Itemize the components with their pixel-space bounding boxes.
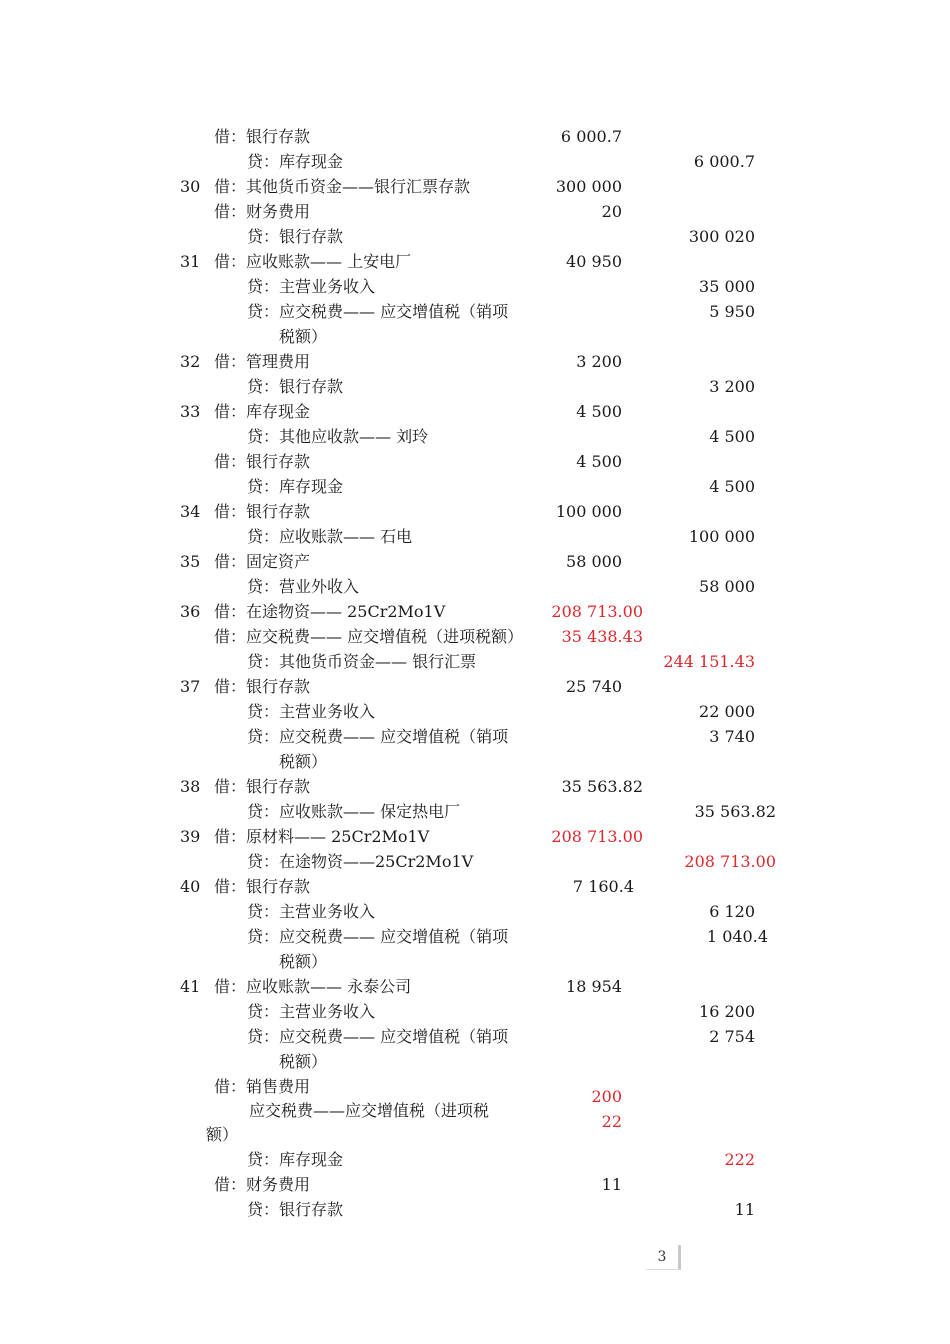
credit-amount: 4 500 xyxy=(709,427,755,446)
credit-amount: 35 563.82 xyxy=(694,802,776,821)
entry-line xyxy=(0,624,950,649)
debit-amount: 25 740 xyxy=(566,677,622,696)
entry-line xyxy=(0,849,950,874)
entry-line xyxy=(0,174,950,199)
entry-line xyxy=(0,449,950,474)
entry-line xyxy=(0,874,950,899)
debit-amount: 11 xyxy=(601,1175,622,1194)
credit-amount: 4 500 xyxy=(709,477,755,496)
entry-description: 借：原材料—— 25Cr2Mo1V xyxy=(214,827,430,846)
entry-description: 借：应收账款—— 上安电厂 xyxy=(214,252,412,271)
entry-number: 33 xyxy=(180,402,201,421)
credit-amount-highlighted: 208 713.00 xyxy=(684,852,776,871)
credit-amount: 2 754 xyxy=(709,1027,755,1046)
entry-line xyxy=(0,1147,950,1172)
entry-description: 借：银行存款 xyxy=(214,777,311,796)
entry-description: 贷：银行存款 xyxy=(247,377,344,396)
entry-line xyxy=(0,1122,950,1147)
debit-amount-highlighted: 35 438.43 xyxy=(561,627,643,646)
entry-description-continued: 税额） xyxy=(279,327,328,346)
entry-description: 借：银行存款 xyxy=(214,502,311,521)
entry-line xyxy=(0,474,950,499)
entry-description: 贷：银行存款 xyxy=(247,1200,344,1219)
entry-description: 贷：库存现金 xyxy=(247,477,344,496)
entry-description: 借：银行存款 xyxy=(214,127,311,146)
entry-number: 37 xyxy=(180,677,201,696)
entry-description: 贷：库存现金 xyxy=(247,1150,344,1169)
entry-number: 31 xyxy=(180,252,201,271)
entry-description: 贷：主营业务收入 xyxy=(247,702,376,721)
entry-line xyxy=(0,1024,950,1049)
entry-line xyxy=(0,974,950,999)
entry-line xyxy=(0,274,950,299)
debit-amount: 4 500 xyxy=(576,402,622,421)
credit-amount-highlighted: 244 151.43 xyxy=(663,652,755,671)
entry-line xyxy=(0,899,950,924)
entry-line xyxy=(0,1049,950,1074)
entry-description: 贷：银行存款 xyxy=(247,227,344,246)
credit-amount: 16 200 xyxy=(699,1002,755,1021)
entry-description: 贷：其他应收款—— 刘玲 xyxy=(247,427,429,446)
credit-amount: 3 200 xyxy=(709,377,755,396)
entry-number: 34 xyxy=(180,502,201,521)
debit-amount: 100 000 xyxy=(555,502,622,521)
debit-amount-highlighted: 22 xyxy=(601,1112,622,1131)
entry-description: 借：管理费用 xyxy=(214,352,311,371)
entry-description: 借：销售费用 xyxy=(214,1077,311,1096)
entry-description-continued: 税额） xyxy=(279,1052,328,1071)
entry-line xyxy=(0,1197,950,1222)
entry-description: 借：库存现金 xyxy=(214,402,311,421)
entry-number: 40 xyxy=(180,877,201,896)
entry-description: 贷：其他货币资金—— 银行汇票 xyxy=(247,652,477,671)
entry-line xyxy=(0,549,950,574)
entry-line xyxy=(0,824,950,849)
debit-amount-highlighted: 208 713.00 xyxy=(551,827,643,846)
entry-line xyxy=(0,574,950,599)
entry-line xyxy=(0,674,950,699)
credit-amount: 35 000 xyxy=(699,277,755,296)
entry-description: 贷：主营业务收入 xyxy=(247,1002,376,1021)
entry-line xyxy=(0,199,950,224)
entry-description: 借：应交税费—— 应交增值税（进项税额） xyxy=(214,627,524,646)
credit-amount-highlighted: 222 xyxy=(724,1150,755,1169)
entry-description: 贷：应收账款—— 保定热电厂 xyxy=(247,802,461,821)
entry-line xyxy=(0,424,950,449)
entry-number: 30 xyxy=(180,177,201,196)
entry-description: 借：财务费用 xyxy=(214,202,311,221)
entry-line xyxy=(0,699,950,724)
entry-description: 贷：在途物资——25Cr2Mo1V xyxy=(247,852,474,871)
entry-description: 应交税费——应交增值税（进项税 xyxy=(249,1101,490,1120)
credit-amount: 58 000 xyxy=(699,577,755,596)
entry-description: 借：银行存款 xyxy=(214,677,311,696)
credit-amount: 100 000 xyxy=(688,527,755,546)
entry-description: 贷：主营业务收入 xyxy=(247,902,376,921)
debit-amount: 20 xyxy=(601,202,622,221)
entry-line xyxy=(0,649,950,674)
debit-amount: 7 160.4 xyxy=(572,877,634,896)
credit-amount: 3 740 xyxy=(709,727,755,746)
credit-amount: 5 950 xyxy=(709,302,755,321)
debit-amount: 58 000 xyxy=(566,552,622,571)
entry-line xyxy=(0,524,950,549)
credit-amount: 22 000 xyxy=(699,702,755,721)
entry-number: 38 xyxy=(180,777,201,796)
entry-description-continued: 额） xyxy=(206,1125,239,1144)
entry-number: 41 xyxy=(180,977,201,996)
entry-number: 39 xyxy=(180,827,201,846)
page-number: 3 xyxy=(646,1245,681,1270)
entry-number: 35 xyxy=(180,552,201,571)
entry-description-continued: 税额） xyxy=(279,752,328,771)
debit-amount: 6 000.7 xyxy=(560,127,622,146)
entry-description: 贷：应交税费—— 应交增值税（销项 xyxy=(247,302,509,321)
entry-description: 借：其他货币资金——银行汇票存款 xyxy=(214,177,471,196)
debit-amount: 4 500 xyxy=(576,452,622,471)
entry-line xyxy=(0,299,950,324)
entry-line xyxy=(0,349,950,374)
entry-line xyxy=(0,324,950,349)
entry-description: 借：应收账款—— 永泰公司 xyxy=(214,977,412,996)
entry-description: 借：在途物资—— 25Cr2Mo1V xyxy=(214,602,446,621)
entry-line xyxy=(0,949,950,974)
entry-line xyxy=(0,999,950,1024)
entry-line xyxy=(0,224,950,249)
entry-number: 36 xyxy=(180,602,201,621)
entry-line xyxy=(0,799,950,824)
entry-line xyxy=(0,149,950,174)
debit-amount-highlighted: 200 xyxy=(591,1087,622,1106)
entry-description: 贷：应收账款—— 石电 xyxy=(247,527,413,546)
entry-description: 贷：应交税费—— 应交增值税（销项 xyxy=(247,927,509,946)
entry-description: 借：银行存款 xyxy=(214,452,311,471)
entry-line xyxy=(0,599,950,624)
entry-number: 32 xyxy=(180,352,201,371)
entry-line xyxy=(0,499,950,524)
entry-description: 贷：营业外收入 xyxy=(247,577,360,596)
entry-description: 借：固定资产 xyxy=(214,552,311,571)
credit-amount: 1 040.4 xyxy=(706,927,768,946)
entry-line xyxy=(0,1172,950,1197)
debit-amount: 3 200 xyxy=(576,352,622,371)
debit-amount: 35 563.82 xyxy=(561,777,643,796)
credit-amount: 300 020 xyxy=(688,227,755,246)
entry-line xyxy=(0,374,950,399)
entry-line xyxy=(0,924,950,949)
entry-line xyxy=(0,724,950,749)
entry-line xyxy=(0,249,950,274)
entry-line xyxy=(0,749,950,774)
entry-line xyxy=(0,399,950,424)
credit-amount: 6 120 xyxy=(709,902,755,921)
entry-description: 贷：主营业务收入 xyxy=(247,277,376,296)
entry-description: 借：财务费用 xyxy=(214,1175,311,1194)
entry-line xyxy=(0,124,950,149)
entry-description: 贷：应交税费—— 应交增值税（销项 xyxy=(247,1027,509,1046)
entry-description: 贷：应交税费—— 应交增值税（销项 xyxy=(247,727,509,746)
debit-amount: 18 954 xyxy=(566,977,622,996)
debit-amount: 40 950 xyxy=(566,252,622,271)
entry-description: 借：银行存款 xyxy=(214,877,311,896)
debit-amount-highlighted: 208 713.00 xyxy=(551,602,643,621)
credit-amount: 11 xyxy=(734,1200,755,1219)
entry-line xyxy=(0,774,950,799)
entry-description-continued: 税额） xyxy=(279,952,328,971)
credit-amount: 6 000.7 xyxy=(693,152,755,171)
entry-description: 贷：库存现金 xyxy=(247,152,344,171)
debit-amount: 300 000 xyxy=(555,177,622,196)
